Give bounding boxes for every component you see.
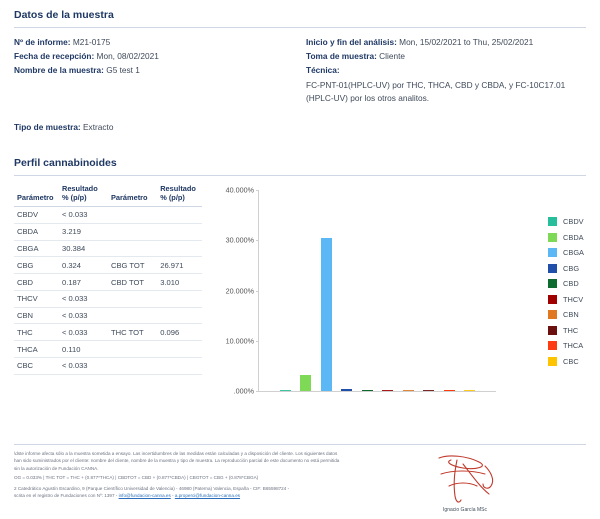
- field-report-number-value: M21-0175: [72, 37, 111, 47]
- bar-cbdv: [280, 390, 291, 391]
- field-technique-label-row: [306, 63, 578, 77]
- field-reception-date: [14, 49, 292, 63]
- field-technique-label: Técnica:: [306, 65, 340, 75]
- bar-slot-cbn: [398, 190, 419, 391]
- bar-cbda: [300, 375, 311, 391]
- legend-label-thca: THCA: [563, 341, 584, 351]
- legend-swatch-cbd: [548, 279, 557, 288]
- field-analysis-dates-label: Inicio y fin del análisis:: [306, 37, 397, 47]
- cell-result: < 0.033: [59, 207, 108, 224]
- table-row: [14, 240, 202, 257]
- legend-item-cbga: [548, 245, 584, 261]
- cell-result2: [157, 358, 202, 375]
- field-sampling: [306, 49, 578, 63]
- field-sample-name-label: Nombre de la muestra:: [14, 65, 104, 75]
- footer-address-2: [14, 492, 344, 499]
- sample-left-column: [14, 35, 300, 104]
- bar-slot-thcv: [378, 190, 399, 391]
- field-technique-value: FC-PNT-01(HPLC-UV) por THC, THCA, CBD y CBDA, y FC-10C17.01 (HPLC-UV) por los otros analitos.: [306, 80, 566, 103]
- cell-result2: [157, 290, 202, 307]
- cell-result2: [157, 307, 202, 324]
- table-row: [14, 257, 202, 274]
- chart-legend: [548, 214, 584, 369]
- cell-param: THCA: [14, 341, 59, 358]
- bar-cbd: [362, 390, 373, 391]
- bar-slot-cbc: [460, 190, 481, 391]
- sample-right-column: [300, 35, 586, 104]
- bar-slot-cbd: [357, 190, 378, 391]
- cannabinoid-table-body: [14, 207, 202, 375]
- field-report-number-label: Nº de informe:: [14, 37, 71, 47]
- bar-cbn: [403, 390, 414, 391]
- cell-result: < 0.033: [59, 307, 108, 324]
- chart-bars: [259, 190, 496, 391]
- legend-label-cbga: CBGA: [563, 248, 584, 258]
- legend-item-cbg: [548, 261, 584, 277]
- legend-label-cbn: CBN: [563, 310, 579, 320]
- footer-signature-block: [344, 450, 586, 513]
- cell-param2: [108, 358, 157, 375]
- legend-swatch-cbg: [548, 264, 557, 273]
- bar-slot-cbda: [296, 190, 317, 391]
- legend-label-cbda: CBDA: [563, 232, 584, 242]
- table-row: [14, 358, 202, 375]
- cell-param: THCV: [14, 290, 59, 307]
- col-header-param-1: Parámetro: [14, 182, 59, 207]
- cell-param2: [108, 240, 157, 257]
- legend-swatch-cbga: [548, 248, 557, 257]
- col-header-result-1: Resultado % (p/p): [59, 182, 108, 207]
- field-sample-name: [14, 63, 292, 77]
- cell-result2: 0.096: [157, 324, 202, 341]
- cell-result2: [157, 207, 202, 224]
- cell-param2: CBD TOT: [108, 274, 157, 291]
- field-sample-type-label: Tipo de muestra:: [14, 122, 81, 132]
- bar-slot-cbg: [337, 190, 358, 391]
- bar-slot-cbga: [316, 190, 337, 391]
- col-header-result-2: Resultado % (p/p): [157, 182, 202, 207]
- cell-result: < 0.033: [59, 358, 108, 375]
- legend-swatch-cbda: [548, 233, 557, 242]
- footer-paragraph: \dste informe afecta sólo a la muestra sometida a ensayo. Las incertidumbres de las medidas están calculadas y a disposición del cliente. Los siguientes datos han sido suministrados por el cliente: nombre del cliente, nombre de la muestra y tipo de muestra. La reproducción parcial de este documento no está permitida sin la autorización de Fundación CANNA.: [14, 451, 340, 471]
- cell-param: CBDA: [14, 223, 59, 240]
- cell-param2: [108, 341, 157, 358]
- legend-swatch-cbc: [548, 357, 557, 366]
- bar-slot-cbdv: [275, 190, 296, 391]
- legend-item-thca: [548, 338, 584, 354]
- footer-columns: [14, 450, 586, 513]
- cell-param: CBDV: [14, 207, 59, 224]
- legend-item-cbc: [548, 354, 584, 370]
- legend-swatch-thc: [548, 326, 557, 335]
- signature-name: Ignacio García MSc: [443, 507, 487, 513]
- cell-param: CBD: [14, 274, 59, 291]
- signature-icon: [405, 452, 525, 506]
- cell-result2: [157, 341, 202, 358]
- cell-param2: [108, 207, 157, 224]
- field-report-number: [14, 35, 292, 49]
- field-sample-type: [14, 106, 586, 134]
- bar-cbg: [341, 389, 352, 391]
- table-row: [14, 223, 202, 240]
- field-reception-date-value: Mon, 08/02/2021: [96, 51, 159, 61]
- cell-param2: CBG TOT: [108, 257, 157, 274]
- table-row: [14, 290, 202, 307]
- legend-item-cbd: [548, 276, 584, 292]
- bar-slot-thca: [439, 190, 460, 391]
- footer-divider: [14, 444, 586, 445]
- cell-result: < 0.033: [59, 290, 108, 307]
- field-sampling-value: Cliente: [379, 51, 405, 61]
- footer-email-link-1[interactable]: info@fundacion-canna.es: [118, 493, 171, 499]
- table-row: [14, 341, 202, 358]
- legend-label-thc: THC: [563, 325, 579, 335]
- cannabinoid-table: [14, 182, 202, 375]
- cell-result: 0.110: [59, 341, 108, 358]
- legend-label-thcv: THCV: [563, 294, 584, 304]
- footer-text-block: [14, 450, 344, 513]
- report-footer: [14, 444, 586, 513]
- sample-section-title: Datos de la muestra: [14, 9, 114, 21]
- cell-result: 30.384: [59, 240, 108, 257]
- footer-email-link-2[interactable]: a.properci@fundacion-canna.es: [174, 493, 241, 499]
- legend-item-cbn: [548, 307, 584, 323]
- legend-label-cbdv: CBDV: [563, 217, 584, 227]
- bar-thc: [423, 390, 434, 391]
- bar-cbc: [464, 390, 475, 391]
- cell-param: CBN: [14, 307, 59, 324]
- field-analysis-dates-value: Mon, 15/02/2021 to Thu, 25/02/2021: [399, 37, 534, 47]
- footer-sep: -: [172, 493, 174, 499]
- cell-result: < 0.033: [59, 324, 108, 341]
- table-row: [14, 324, 202, 341]
- y-tick-label-10: 10.000%: [225, 336, 254, 346]
- profile-content: [14, 176, 586, 414]
- table-row: [14, 274, 202, 291]
- cell-result2: 26.971: [157, 257, 202, 274]
- field-sample-type-value: Extracto: [83, 122, 114, 132]
- bar-thcv: [382, 390, 393, 391]
- chart-plot-area: [225, 185, 496, 396]
- cell-result2: [157, 240, 202, 257]
- legend-swatch-cbdv: [548, 217, 557, 226]
- cell-param: CBG: [14, 257, 59, 274]
- y-tick-label-30: 30.000%: [225, 235, 254, 245]
- footer-registry-text: scrita en el registro de Fundaciones con Nº: 1397 -: [14, 493, 118, 499]
- cell-param: THC: [14, 324, 59, 341]
- cell-param2: THC TOT: [108, 324, 157, 341]
- legend-item-cbda: [548, 230, 584, 246]
- cell-param2: [108, 307, 157, 324]
- legend-label-cbc: CBC: [563, 356, 579, 366]
- y-tick-label-20: 20.000%: [225, 286, 254, 295]
- bar-slot-thc: [419, 190, 440, 391]
- footer-formula: OG = 0.033% | THC TOT = THC + (0.877*THCA) | CBDTOT = CBD + (0.877*CBDA) | CBGTOT = CBG + (0.878*CBGA): [14, 475, 259, 481]
- cell-param: CBGA: [14, 240, 59, 257]
- legend-label-cbg: CBG: [563, 263, 580, 273]
- cell-result2: 3.010: [157, 274, 202, 291]
- sample-data-grid: [14, 28, 586, 106]
- cell-result2: [157, 223, 202, 240]
- legend-swatch-thca: [548, 341, 557, 350]
- y-tick-mark-0: [256, 391, 259, 392]
- legend-swatch-thcv: [548, 295, 557, 304]
- col-header-param-2: Parámetro: [108, 182, 157, 207]
- y-tick-label-0: .000%: [233, 386, 254, 396]
- cannabinoid-table-wrap: [14, 182, 210, 414]
- field-sampling-label: Toma de muestra:: [306, 51, 377, 61]
- field-analysis-dates: [306, 35, 578, 49]
- cell-param: CBC: [14, 358, 59, 375]
- cell-result: 0.324: [59, 257, 108, 274]
- legend-item-thcv: [548, 292, 584, 308]
- y-tick-label-40: 40.000%: [225, 185, 254, 195]
- field-reception-date-label: Fecha de recepción:: [14, 51, 95, 61]
- legend-label-cbd: CBD: [563, 279, 579, 289]
- table-row: [14, 207, 202, 224]
- cell-param2: [108, 223, 157, 240]
- cell-result: 0.187: [59, 274, 108, 291]
- legend-swatch-cbn: [548, 310, 557, 319]
- cell-result: 3.219: [59, 223, 108, 240]
- table-header-row: [14, 182, 202, 207]
- profile-section-title: Perfil cannabinoides: [14, 157, 117, 169]
- cell-param2: [108, 290, 157, 307]
- cannabinoid-chart: [210, 182, 586, 414]
- bar-thca: [444, 390, 455, 391]
- table-row: [14, 307, 202, 324]
- legend-item-thc: [548, 323, 584, 339]
- footer-address-1: 2 Catedrático Agustín Escardino, 9 (Parque Científico Universidad de Valencia) - 46980 (Paterna) Valencia, España - CIF: B65598724 -: [14, 485, 290, 491]
- legend-item-cbdv: [548, 214, 584, 230]
- field-sample-name-value: G5 test 1: [106, 65, 140, 75]
- bar-cbga: [321, 238, 332, 391]
